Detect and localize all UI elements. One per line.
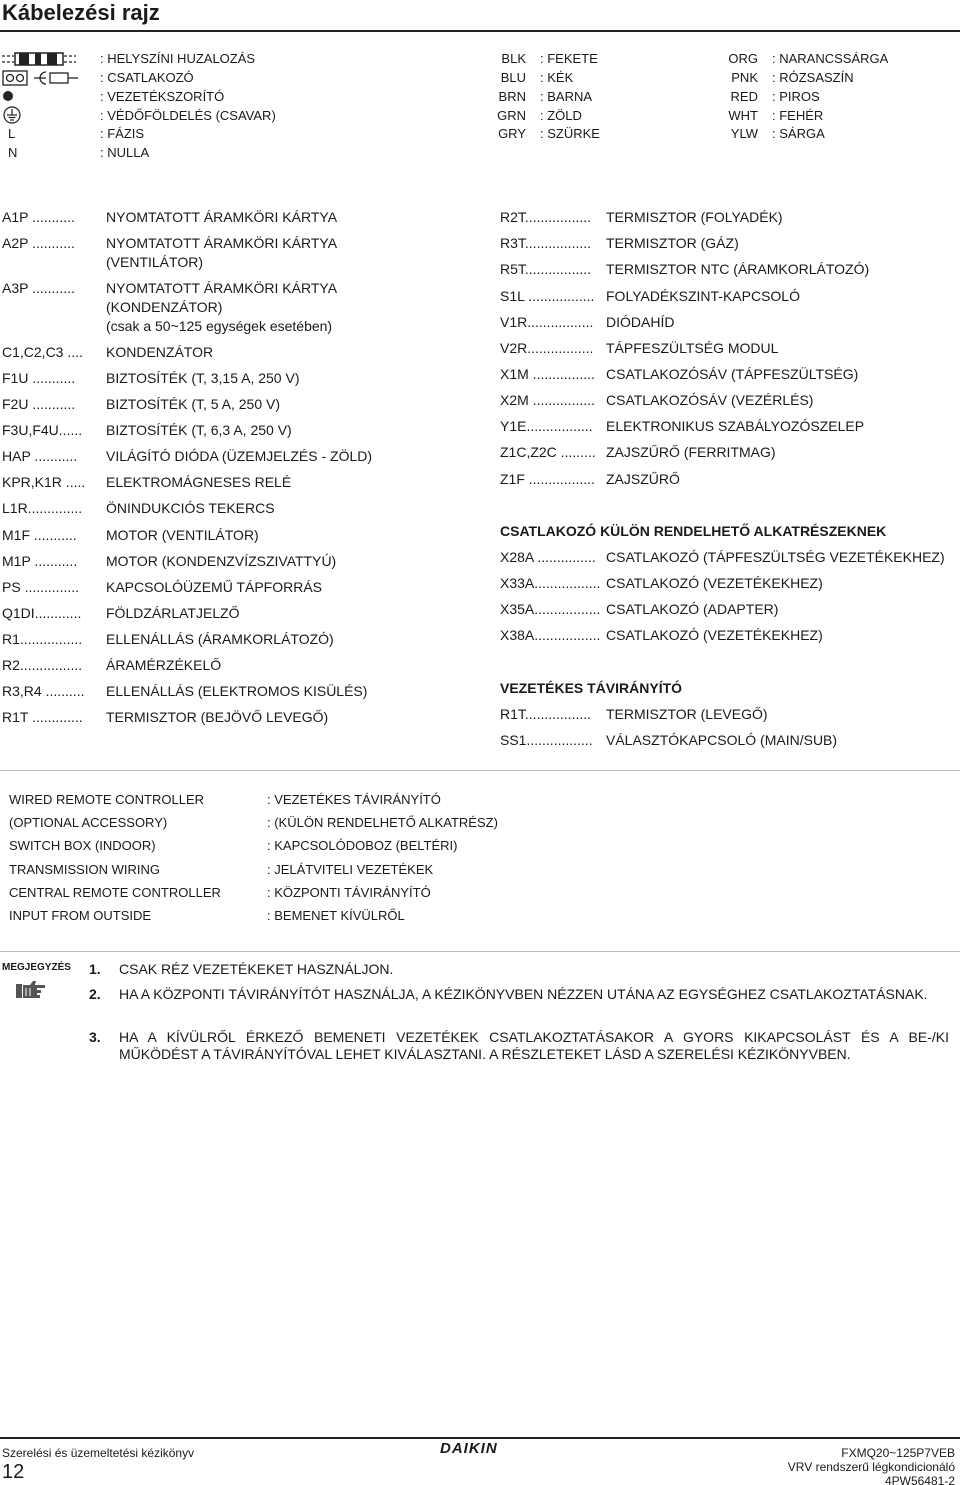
part-desc: (KONDENZÁTOR)	[106, 299, 223, 315]
footer-manual-title: Szerelési és üzemeltetési kézikönyv	[2, 1446, 195, 1460]
connector-section-heading: CSATLAKOZÓ KÜLÖN RENDELHETŐ ALKATRÉSZEKNEK	[500, 523, 887, 539]
connector-icon	[2, 69, 90, 85]
part-code: L1R..............	[2, 500, 83, 516]
part-code: F1U ...........	[2, 370, 76, 386]
part-desc: ELLENÁLLÁS (ELEKTROMOS KISÜLÉS)	[106, 683, 368, 699]
translation-en: TRANSMISSION WIRING	[9, 862, 160, 877]
note-text: HA A KÖZPONTI TÁVIRÁNYÍTÓT HASZNÁLJA, A KÉZIKÖNYVBEN NÉZZEN UTÁNA AZ EGYSÉGHEZ CSATLAKOZTATÁSNAK.	[119, 986, 928, 1002]
footer-system: VRV rendszerű légkondicionáló	[787, 1460, 955, 1474]
part-code: PS ..............	[2, 579, 80, 595]
legend-text: : HELYSZÍNI HUZALOZÁS	[100, 51, 256, 66]
part-desc: CSATLAKOZÓ (ADAPTER)	[606, 601, 779, 617]
color-name: : ZÖLD	[540, 108, 582, 123]
part-code: R1................	[2, 631, 83, 647]
color-code: BLU	[500, 70, 526, 85]
translation-hu: : (KÜLÖN RENDELHETŐ ALKATRÉSZ)	[267, 815, 498, 830]
part-desc: ZAJSZŰRŐ	[606, 471, 680, 487]
color-name: : BARNA	[540, 89, 593, 104]
part-code: V2R.................	[500, 340, 594, 356]
part-code: X1M ................	[500, 366, 595, 382]
part-code: R2................	[2, 657, 83, 673]
neutral-symbol: N	[8, 145, 18, 160]
part-code: Q1DI............	[2, 605, 82, 621]
note-text: HA A KÍVÜLRŐL ÉRKEZŐ BEMENETI VEZETÉKEK CSATLAKOZTATÁSAKOR A GYORS KIKAPCSOLÁST ÉS A BE-/KI MŰKÖDÉST A TÁVIRÁNYÍTÓVAL LEHET KIVÁLASZTANI. A RÉSZLETEKET LÁSD A SZERELÉSI KÉZIKÖNYVBEN.	[119, 1029, 949, 1062]
translation-en: INPUT FROM OUTSIDE	[9, 908, 152, 923]
daikin-logo: DAIKIN	[440, 1440, 498, 1457]
part-code: X33A.................	[500, 575, 601, 591]
part-code: M1P ...........	[2, 553, 78, 569]
part-desc: BIZTOSÍTÉK (T, 3,15 A, 250 V)	[106, 370, 300, 386]
pointing-hand-icon	[14, 978, 48, 1005]
part-code: A3P ...........	[2, 280, 75, 296]
color-name: : KÉK	[540, 70, 574, 85]
part-desc: TÁPFESZÜLTSÉG MODUL	[606, 340, 779, 356]
part-code: C1,C2,C3 ....	[2, 344, 83, 360]
part-desc: TERMISZTOR NTC (ÁRAMKORLÁTOZÓ)	[606, 261, 870, 277]
part-code: Z1C,Z2C .........	[500, 444, 596, 460]
part-code: R2T.................	[500, 209, 592, 225]
part-code: R1T .............	[2, 709, 83, 725]
part-desc: ÁRAMÉRZÉKELŐ	[106, 657, 222, 673]
color-code: GRN	[497, 108, 526, 123]
part-desc: MOTOR (KONDENZVÍZSZIVATTYÚ)	[106, 553, 337, 569]
part-code: F2U ...........	[2, 396, 76, 412]
part-code: R1T.................	[500, 706, 592, 722]
translation-hu: : JELÁTVITELI VEZETÉKEK	[267, 862, 434, 877]
part-desc: VÁLASZTÓKAPCSOLÓ (MAIN/SUB)	[606, 732, 838, 748]
color-name: : RÓZSASZÍN	[772, 70, 854, 85]
part-code: HAP ...........	[2, 448, 78, 464]
legend-text: : CSATLAKOZÓ	[100, 70, 194, 85]
note-text: CSAK RÉZ VEZETÉKEKET HASZNÁLJON.	[119, 961, 394, 977]
part-desc: ELEKTROMÁGNESES RELÉ	[106, 474, 292, 490]
part-desc: CSATLAKOZÓ (VEZETÉKEKHEZ)	[606, 627, 823, 643]
part-code: KPR,K1R .....	[2, 474, 86, 490]
note-number: 3.	[89, 1029, 101, 1045]
page-number: 12	[2, 1461, 25, 1483]
part-desc: CSATLAKOZÓ (VEZETÉKEKHEZ)	[606, 575, 823, 591]
part-desc: TERMISZTOR (FOLYADÉK)	[606, 209, 783, 225]
part-code: M1F ...........	[2, 527, 77, 543]
protective-earth-icon	[2, 106, 90, 124]
part-desc: BIZTOSÍTÉK (T, 5 A, 250 V)	[106, 396, 281, 412]
color-code: ORG	[728, 51, 758, 66]
legend-text: : VÉDŐFÖLDELÉS (CSAVAR)	[100, 108, 276, 123]
color-code: RED	[730, 89, 758, 104]
part-code: F3U,F4U......	[2, 422, 83, 438]
color-name: : SÁRGA	[772, 126, 825, 141]
part-code: X38A.................	[500, 627, 601, 643]
part-code: SS1.................	[500, 732, 593, 748]
part-code: V1R.................	[500, 314, 594, 330]
translation-hu: : KAPCSOLÓDOBOZ (BELTÉRI)	[267, 838, 458, 853]
part-desc: CSATLAKOZÓSÁV (VEZÉRLÉS)	[606, 392, 814, 408]
legend-text: : VEZETÉKSZORÍTÓ	[100, 89, 225, 104]
part-desc: NYOMTATOTT ÁRAMKÖRI KÁRTYA	[106, 235, 338, 251]
color-code: YLW	[730, 126, 758, 141]
footer-model: FXMQ20~125P7VEB	[841, 1446, 955, 1460]
part-desc: TERMISZTOR (GÁZ)	[606, 235, 739, 251]
part-code: S1L .................	[500, 288, 595, 304]
part-code: R3,R4 ..........	[2, 683, 85, 699]
part-code: Z1F .................	[500, 471, 595, 487]
note-number: 1.	[89, 961, 101, 977]
color-name: : FEHÉR	[772, 108, 824, 123]
part-desc: MOTOR (VENTILÁTOR)	[106, 527, 259, 543]
field-wiring-icon	[2, 51, 90, 67]
wire-clamp-icon	[2, 88, 90, 104]
color-code: GRY	[498, 126, 526, 141]
part-code: R5T.................	[500, 261, 592, 277]
translation-en: (OPTIONAL ACCESSORY)	[9, 815, 168, 830]
translation-hu: : KÖZPONTI TÁVIRÁNYÍTÓ	[267, 885, 431, 900]
part-desc: (csak a 50~125 egységek esetében)	[106, 318, 333, 334]
part-desc: NYOMTATOTT ÁRAMKÖRI KÁRTYA	[106, 209, 338, 225]
part-desc: (VENTILÁTOR)	[106, 254, 203, 270]
part-code: A2P ...........	[2, 235, 75, 251]
part-desc: FOLYADÉKSZINT-KAPCSOLÓ	[606, 288, 800, 304]
part-desc: BIZTOSÍTÉK (T, 6,3 A, 250 V)	[106, 422, 292, 438]
translation-en: CENTRAL REMOTE CONTROLLER	[9, 885, 221, 900]
part-desc: CSATLAKOZÓ (TÁPFESZÜLTSÉG VEZETÉKEKHEZ)	[606, 549, 945, 565]
color-code: BLK	[501, 51, 526, 66]
translation-en: WIRED REMOTE CONTROLLER	[9, 792, 205, 807]
note-label: MEGJEGYZÉS	[2, 962, 71, 973]
translation-en: SWITCH BOX (INDOOR)	[9, 838, 156, 853]
part-desc: ELLENÁLLÁS (ÁRAMKORLÁTOZÓ)	[106, 631, 334, 647]
divider	[0, 770, 960, 771]
part-code: X28A ...............	[500, 549, 596, 565]
part-desc: KAPCSOLÓÜZEMŰ TÁPFORRÁS	[106, 579, 323, 595]
color-code: BRN	[498, 89, 526, 104]
remote-section-heading: VEZETÉKES TÁVIRÁNYÍTÓ	[500, 680, 683, 696]
note-number: 2.	[89, 986, 101, 1002]
part-desc: NYOMTATOTT ÁRAMKÖRI KÁRTYA	[106, 280, 338, 296]
part-desc: DIÓDAHÍD	[606, 314, 675, 330]
part-code: R3T.................	[500, 235, 592, 251]
part-code: A1P ...........	[2, 209, 75, 225]
part-code: Y1E.................	[500, 418, 593, 434]
divider	[0, 951, 960, 952]
translation-hu: : BEMENET KÍVÜLRŐL	[267, 908, 405, 923]
part-code: X35A.................	[500, 601, 601, 617]
part-desc: ELEKTRONIKUS SZABÁLYOZÓSZELEP	[606, 418, 865, 434]
part-code: X2M ................	[500, 392, 595, 408]
color-name: : FEKETE	[540, 51, 598, 66]
phase-symbol: L	[8, 126, 16, 141]
part-desc: ÖNINDUKCIÓS TEKERCS	[106, 500, 275, 516]
color-name: : NARANCSSÁRGA	[772, 51, 889, 66]
footer-docnum: 4PW56481-2	[884, 1474, 955, 1485]
part-desc: CSATLAKOZÓSÁV (TÁPFESZÜLTSÉG)	[606, 366, 859, 382]
legend-text: : FÁZIS	[100, 126, 145, 141]
footer-rule	[0, 1437, 960, 1439]
color-code: PNK	[731, 70, 758, 85]
part-desc: VILÁGÍTÓ DIÓDA (ÜZEMJELZÉS - ZÖLD)	[106, 448, 373, 464]
color-name: : PIROS	[772, 89, 820, 104]
color-code: WHT	[728, 108, 758, 123]
page-title: Kábelezési rajz	[2, 0, 160, 25]
part-desc: TERMISZTOR (BEJÖVŐ LEVEGŐ)	[106, 709, 329, 725]
part-desc: TERMISZTOR (LEVEGŐ)	[606, 706, 768, 722]
part-desc: KONDENZÁTOR	[106, 344, 214, 360]
title-rule	[0, 30, 960, 32]
translation-hu: : VEZETÉKES TÁVIRÁNYÍTÓ	[267, 792, 441, 807]
part-desc: FÖLDZÁRLATJELZŐ	[106, 605, 240, 621]
legend-text: : NULLA	[100, 145, 150, 160]
color-name: : SZÜRKE	[540, 126, 600, 141]
part-desc: ZAJSZŰRŐ (FERRITMAG)	[606, 444, 776, 460]
